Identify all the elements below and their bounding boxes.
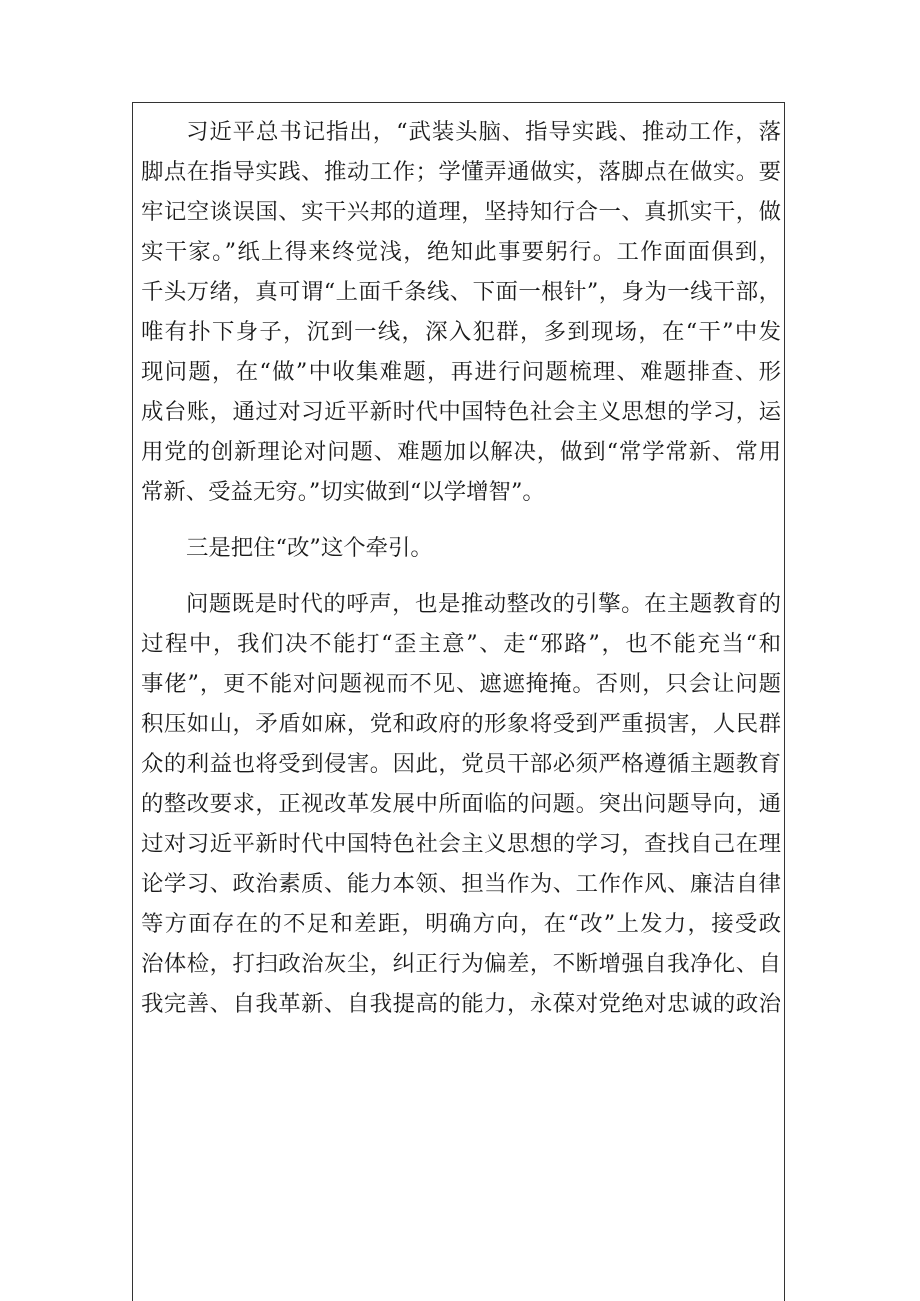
text-line: 唯有扑下身子，沉到一线，深入犯群，多到现场，在“干”中发 bbox=[141, 319, 781, 345]
paragraph-3 bbox=[141, 584, 781, 1024]
text-line: 过对习近平新时代中国特色社会主义思想的学习，查找自己在理 bbox=[141, 831, 781, 857]
text-line: 实干家。”纸上得来终觉浅，绝知此事要躬行。工作面面俱到， bbox=[141, 239, 781, 265]
paragraph-2-heading bbox=[141, 528, 781, 568]
text-line: 脚点在指导实践、推动工作；学懂弄通做实，落脚点在做实。要 bbox=[141, 159, 781, 185]
text-line: 现问题，在“做”中收集难题，再进行问题梳理、难题排查、形 bbox=[141, 359, 781, 385]
text-line: 常新、受益无穷。”切实做到“以学增智”。 bbox=[141, 479, 545, 505]
text-line: 过程中，我们决不能打“歪主意”、走“邪路”，也不能充当“和 bbox=[141, 631, 781, 657]
paragraph-1 bbox=[141, 112, 781, 512]
text-line: 问题既是时代的呼声，也是推动整改的引擎。在主题教育的 bbox=[186, 591, 781, 617]
text-line: 事佬”，更不能对问题视而不见、遮遮掩掩。否则，只会让问题 bbox=[141, 671, 781, 697]
paragraph-spacer bbox=[141, 512, 781, 528]
text-line: 治体检，打扫政治灰尘，纠正行为偏差，不断增强自我净化、自 bbox=[141, 951, 781, 977]
text-line: 千头万绪，真可谓“上面千条线、下面一根针”，身为一线干部， bbox=[141, 279, 781, 305]
paragraph-spacer bbox=[141, 568, 781, 584]
text-line: 论学习、政治素质、能力本领、担当作为、工作作风、廉洁自律 bbox=[141, 871, 781, 897]
text-line: 众的利益也将受到侵害。因此，党员干部必须严格遵循主题教育 bbox=[141, 751, 781, 777]
text-line: 积压如山，矛盾如麻，党和政府的形象将受到严重损害，人民群 bbox=[141, 711, 781, 737]
text-line: 的整改要求，正视改革发展中所面临的问题。突出问题导向，通 bbox=[141, 791, 781, 817]
text-line: 我完善、自我革新、自我提高的能力，永葆对党绝对忠诚的政治 bbox=[141, 991, 781, 1017]
text-line: 牢记空谈误国、实干兴邦的道理，坚持知行合一、真抓实干，做 bbox=[141, 199, 781, 225]
section-heading: 三是把住“改”这个牵引。 bbox=[186, 535, 433, 561]
document-body bbox=[141, 112, 781, 1024]
text-line: 用党的创新理论对问题、难题加以解决，做到“常学常新、常用 bbox=[141, 439, 781, 465]
text-line: 习近平总书记指出，“武装头脑、指导实践、推动工作，落 bbox=[186, 119, 781, 145]
text-line: 等方面存在的不足和差距，明确方向，在“改”上发力，接受政 bbox=[141, 911, 781, 937]
text-line: 成台账，通过对习近平新时代中国特色社会主义思想的学习，运 bbox=[141, 399, 781, 425]
